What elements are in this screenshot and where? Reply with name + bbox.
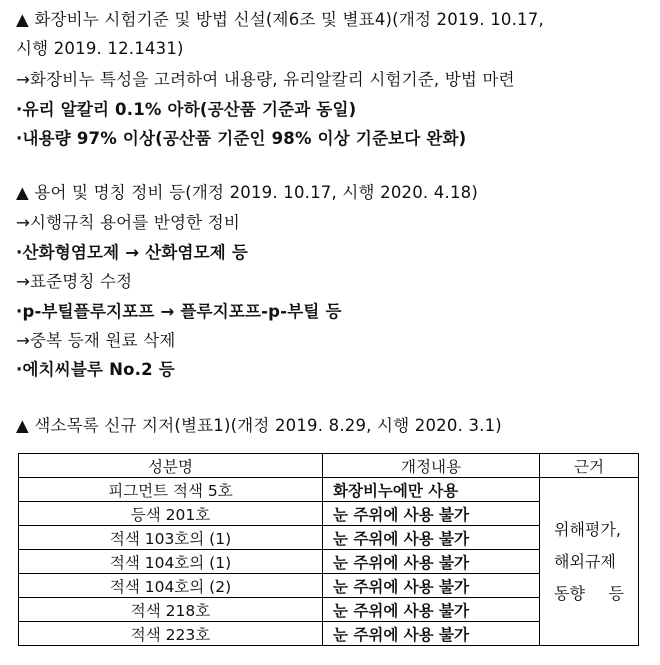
section1-heading-line2: 시행 2019. 12.1431) — [16, 39, 184, 58]
section1-note: →화장비누 특성을 고려하여 내용량, 유리알칼리 시험기준, 방법 마련 — [16, 70, 515, 89]
revision-content: 눈 주위에 사용 불가 — [323, 598, 540, 622]
ingredient-name: 적색 103호의 (1) — [19, 526, 323, 550]
revision-content: 눈 주위에 사용 불가 — [323, 526, 540, 550]
section1-bullet-content-amount: ·내용량 97% 이상(공산품 기준인 98% 이상 기준보다 완화) — [16, 129, 467, 148]
header-ingredient: 성분명 — [19, 454, 323, 478]
section1-heading-line1: ▲ 화장비누 시험기준 및 방법 신설(제6조 및 별표4)(개정 2019. 10.17, — [16, 10, 544, 29]
revision-content: 눈 주위에 사용 불가 — [323, 574, 540, 598]
table-row — [19, 478, 639, 502]
revision-content: 눈 주위에 사용 불가 — [323, 502, 540, 526]
ingredient-name: 등색 201호 — [19, 502, 323, 526]
ingredient-name: 적색 218호 — [19, 598, 323, 622]
section2-bullet-hc-blue: ·에치씨블루 No.2 등 — [16, 360, 175, 379]
ingredient-name: 피그먼트 적색 5호 — [19, 478, 323, 502]
basis-cell: 위해평가, 해외규제 동향 등 — [540, 478, 639, 646]
section1-bullet-free-alkali: ·유리 알칼리 0.1% 아하(공산품 기준과 동일) — [16, 100, 357, 119]
revision-content: 눈 주위에 사용 불가 — [323, 550, 540, 574]
ingredient-name: 적색 223호 — [19, 622, 323, 646]
section3-heading: ▲ 색소목록 신규 지저(별표1)(개정 2019. 8.29, 시행 2020. 3.1) — [16, 416, 502, 435]
ingredient-name: 적색 104호의 (2) — [19, 574, 323, 598]
section2-bullet-oxidation-dye: ·산화형염모제 → 산화염모제 등 — [16, 243, 248, 262]
header-revision: 개정내용 — [323, 454, 540, 478]
section2-note-terms: →시행규칙 용어를 반영한 정비 — [16, 213, 241, 232]
revision-content: 화장비누에만 사용 — [323, 478, 540, 502]
section2-note-standard-name: →표준명칭 수정 — [16, 272, 133, 291]
ingredient-name: 적색 104호의 (1) — [19, 550, 323, 574]
section2-note-duplicate: →중복 등재 원료 삭제 — [16, 331, 176, 350]
section2-heading: ▲ 용어 및 명칭 정비 등(개정 2019. 10.17, 시행 2020. 4.18) — [16, 183, 478, 202]
table-header-row — [19, 454, 639, 478]
revision-content: 눈 주위에 사용 불가 — [323, 622, 540, 646]
header-basis: 근거 — [540, 454, 639, 478]
color-list-table — [18, 453, 639, 646]
section2-bullet-fluazifop: ·p-부틸플루지포프 → 플루지포프-p-부틸 등 — [16, 302, 342, 321]
